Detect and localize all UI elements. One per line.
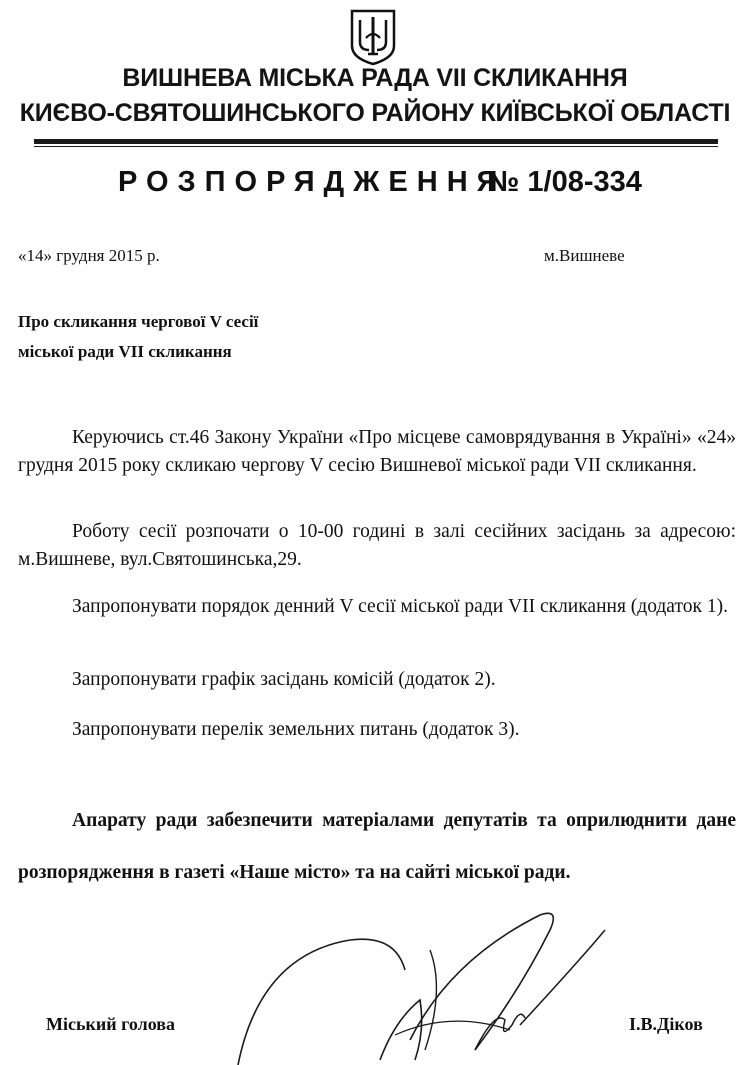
subject-line-2: міської ради VII скликання <box>18 342 232 361</box>
council-district: КИЄВО-СВЯТОШИНСЬКОГО РАЙОНУ КИЇВСЬКОЇ ОБЛАСТІ <box>19 99 731 127</box>
body-paragraph: Роботу сесії розпочати о 10-00 годині в залі сесійних засідань за адресою: м.Вишневе, вул.Святошинська,29. <box>18 521 736 571</box>
document-place: м.Вишневе <box>544 246 625 265</box>
signer-name: І.В.Діков <box>629 1014 703 1034</box>
body-paragraph-instruction: Апарату ради забезпечити матеріалами депутатів та оприлюднити дане розпорядження в газеті «Наше місто» та на сайті міської ради. <box>18 810 736 883</box>
document-date: «14» грудня 2015 р. <box>18 246 160 265</box>
body-paragraph: Запропонувати графік засідань комісій (додаток 2). <box>72 669 496 690</box>
council-name: ВИШНЕВА МІСЬКА РАДА VII СКЛИКАННЯ <box>122 64 628 92</box>
header-divider-thick <box>34 139 718 144</box>
body-paragraph: Запропонувати перелік земельних питань (додаток 3). <box>72 719 520 740</box>
subject-line-1: Про скликання чергової V сесії <box>18 312 259 331</box>
handwritten-signature-icon <box>220 900 620 1065</box>
header-divider-thin <box>34 146 718 147</box>
signer-title: Міський голова <box>46 1014 175 1034</box>
body-paragraph: Запропонувати порядок денний V сесії міської ради VII скликання (додаток 1). <box>72 596 728 617</box>
body-paragraph: Керуючись ст.46 Закону України «Про місцеве самоврядування в Україні» «24» грудня 2015 року скликаю чергову V сесію Вишневої міської ради VII скликання. <box>18 427 736 477</box>
trident-coat-of-arms-icon <box>349 8 397 66</box>
document-number: № 1/08-334 <box>487 166 642 198</box>
document-type: РОЗПОРЯДЖЕННЯ <box>118 166 507 198</box>
